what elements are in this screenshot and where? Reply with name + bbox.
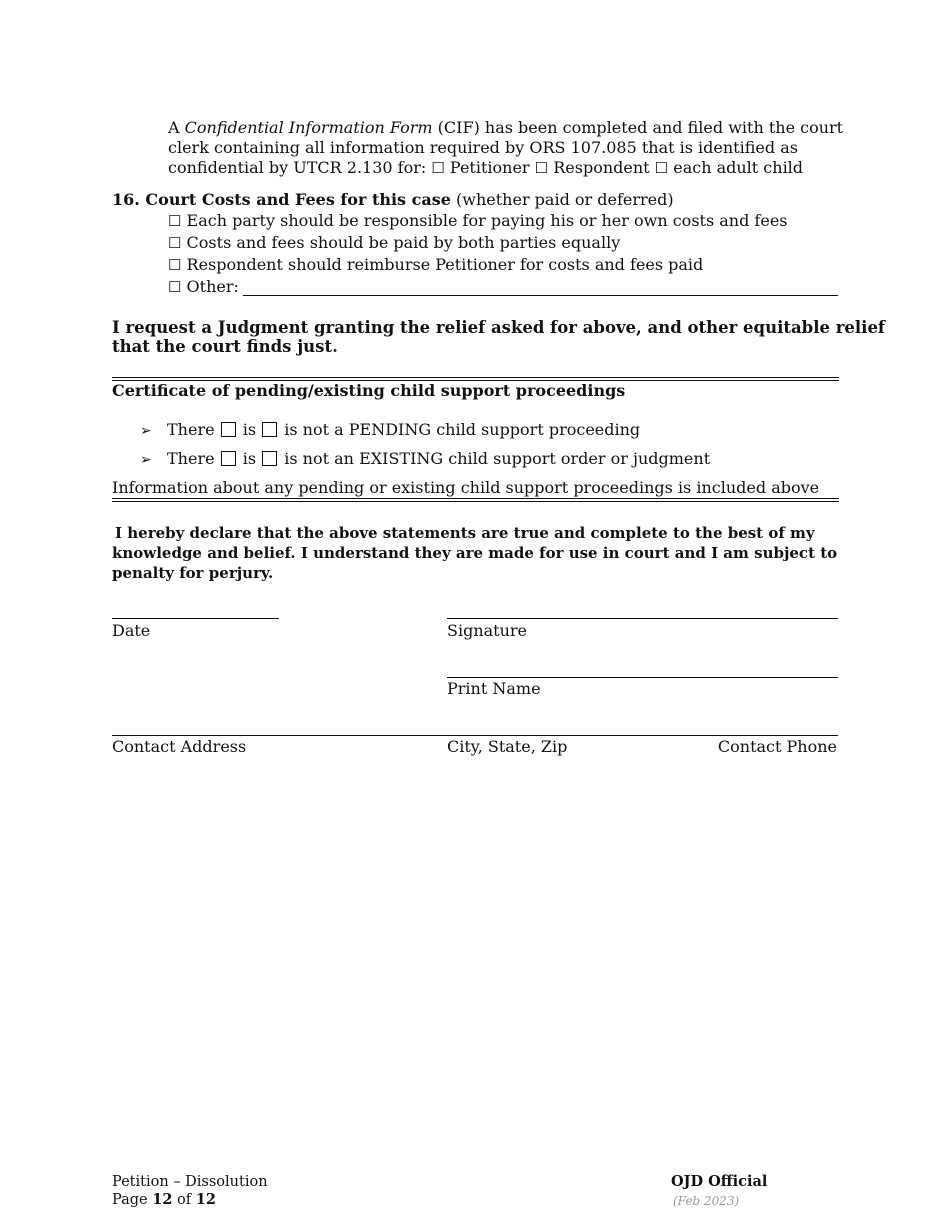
footer-revision: (Feb 2023) (673, 1194, 740, 1208)
request-line-1: I request a Judgment granting the relief asked for above, and other equitable relief (112, 318, 886, 337)
pending-row: ➢ There is is not a PENDING child support proceeding (140, 420, 641, 439)
arrow-bullet-icon: ➢ (140, 452, 152, 468)
print-name-label: Print Name (447, 679, 541, 698)
footer-page-number: Page 12 of 12 (112, 1191, 216, 1208)
city-state-zip-label: City, State, Zip (447, 737, 568, 756)
declaration-line-3: penalty for perjury. (112, 564, 274, 582)
existing-is-checkbox[interactable] (221, 451, 236, 466)
cif-adult-child-checkbox[interactable]: ☐ (654, 159, 669, 177)
cif-respondent-checkbox[interactable]: ☐ (534, 159, 549, 177)
costs-option-reimburse: ☐ Respondent should reimburse Petitioner for costs and fees paid (168, 255, 704, 274)
existing-row: ➢ There is is not an EXISTING child support order or judgment (140, 449, 711, 468)
footer-official: OJD Official (671, 1173, 768, 1190)
costs-option-equal: ☐ Costs and fees should be paid by both parties equally (168, 233, 621, 252)
cif-line-2: clerk containing all information required by ORS 107.085 that is identified as (168, 138, 798, 157)
signature-label: Signature (447, 621, 528, 640)
certificate-heading: Certificate of pending/existing child support proceedings (112, 381, 626, 400)
pending-is-checkbox[interactable] (221, 422, 236, 437)
signature-input-line[interactable] (447, 618, 838, 619)
costs-other-input-line[interactable] (243, 295, 838, 296)
certificate-bottom-rule (112, 498, 839, 502)
certificate-info: Information about any pending or existing child support proceedings is included above (112, 478, 820, 497)
contact-address-label: Contact Address (112, 737, 247, 756)
costs-option-own: ☐ Each party should be responsible for paying his or her own costs and fees (168, 211, 788, 230)
declaration-line-2: knowledge and belief. I understand they are made for use in court and I am subject to (112, 544, 838, 562)
cif-petitioner-checkbox[interactable]: ☐ (431, 159, 445, 177)
cif-petitioner-label: Petitioner (449, 158, 530, 177)
costs-reimburse-checkbox[interactable]: ☐ (168, 256, 182, 274)
existing-is-not-checkbox[interactable] (262, 451, 277, 466)
cif-adult-child-label: each adult child (673, 158, 804, 177)
costs-equal-checkbox[interactable]: ☐ (168, 234, 182, 252)
section-16-heading: 16. Court Costs and Fees for this case (whether paid or deferred) (112, 190, 674, 209)
contact-phone-label: Contact Phone (717, 737, 837, 756)
date-input-line[interactable] (112, 618, 279, 619)
costs-option-other: ☐ Other: (168, 277, 239, 296)
pending-is-not-checkbox[interactable] (262, 422, 277, 437)
cif-line-3: confidential by UTCR 2.130 for: ☐ Petitioner ☐ Respondent ☐ each adult child (168, 158, 804, 177)
costs-other-checkbox[interactable]: ☐ (168, 278, 182, 296)
print-name-input-line[interactable] (447, 677, 838, 678)
arrow-bullet-icon: ➢ (140, 423, 152, 439)
contact-input-line[interactable] (112, 735, 838, 736)
cif-respondent-label: Respondent (553, 158, 650, 177)
cif-line-1: A Confidential Information Form (CIF) has been completed and filed with the court (168, 118, 844, 137)
cif-form-title: Confidential Information Form (184, 118, 433, 137)
date-label: Date (112, 621, 151, 640)
costs-own-checkbox[interactable]: ☐ (168, 212, 182, 230)
footer-form-name: Petition – Dissolution (112, 1174, 268, 1190)
declaration-line-1: I hereby declare that the above statements are true and complete to the best of my (115, 524, 815, 542)
request-line-2: that the court finds just. (112, 337, 338, 356)
